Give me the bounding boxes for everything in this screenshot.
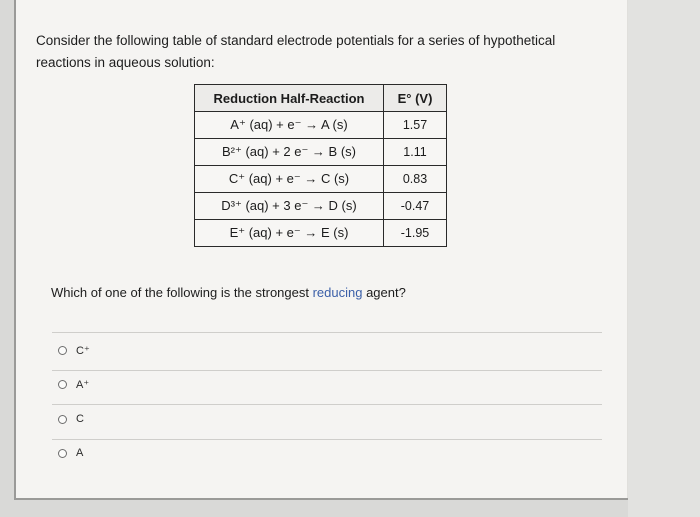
potential-cell: 1.11	[384, 139, 447, 166]
header-reaction: Reduction Half-Reaction	[195, 85, 384, 112]
potential-cell: -1.95	[384, 220, 447, 247]
table-row	[195, 139, 447, 166]
reaction-cell: D³⁺ (aq) + 3 e⁻ → D (s)	[195, 193, 384, 220]
option-label: C⁺	[76, 345, 90, 357]
reaction-cell: A⁺ (aq) + e⁻ → A (s)	[195, 112, 384, 139]
option-divider	[52, 332, 602, 333]
question-text-start: Which of one of the following is the strongest	[51, 285, 313, 300]
question-keyword: reducing	[312, 285, 363, 300]
radio-button[interactable]	[58, 449, 67, 458]
potential-cell: 0.83	[384, 166, 447, 193]
reaction-cell: C⁺ (aq) + e⁻ → C (s)	[195, 166, 384, 193]
option-divider	[52, 439, 602, 440]
option-c[interactable]	[58, 413, 84, 425]
radio-button[interactable]	[58, 415, 67, 424]
potential-cell: 1.57	[384, 112, 447, 139]
table-row	[195, 166, 447, 193]
option-label: A	[76, 447, 84, 459]
option-c-plus[interactable]	[58, 344, 90, 357]
option-label: C	[76, 413, 84, 425]
potential-cell: -0.47	[384, 193, 447, 220]
question-text	[51, 285, 406, 300]
option-divider	[52, 404, 602, 405]
reaction-cell: E⁺ (aq) + e⁻ → E (s)	[195, 220, 384, 247]
background-edge	[628, 0, 700, 517]
table-row	[195, 193, 447, 220]
header-potential: E° (V)	[384, 85, 447, 112]
question-prompt	[36, 30, 606, 74]
reaction-cell: B²⁺ (aq) + 2 e⁻ → B (s)	[195, 139, 384, 166]
option-a[interactable]	[58, 447, 83, 459]
question-card	[14, 0, 628, 500]
electrode-potentials-table	[194, 84, 447, 247]
option-label: A⁺	[76, 379, 90, 391]
prompt-line-2: reactions in aqueous solution:	[36, 55, 215, 70]
question-text-end: agent?	[362, 285, 406, 300]
prompt-line-1: Consider the following table of standard electrode potentials for a series of hypothetical	[36, 33, 556, 48]
table-header-row	[195, 85, 447, 112]
radio-button[interactable]	[58, 380, 67, 389]
radio-button[interactable]	[58, 346, 67, 355]
option-a-plus[interactable]	[58, 378, 89, 391]
table-row	[195, 112, 447, 139]
table-row	[195, 220, 447, 247]
option-divider	[52, 370, 602, 371]
